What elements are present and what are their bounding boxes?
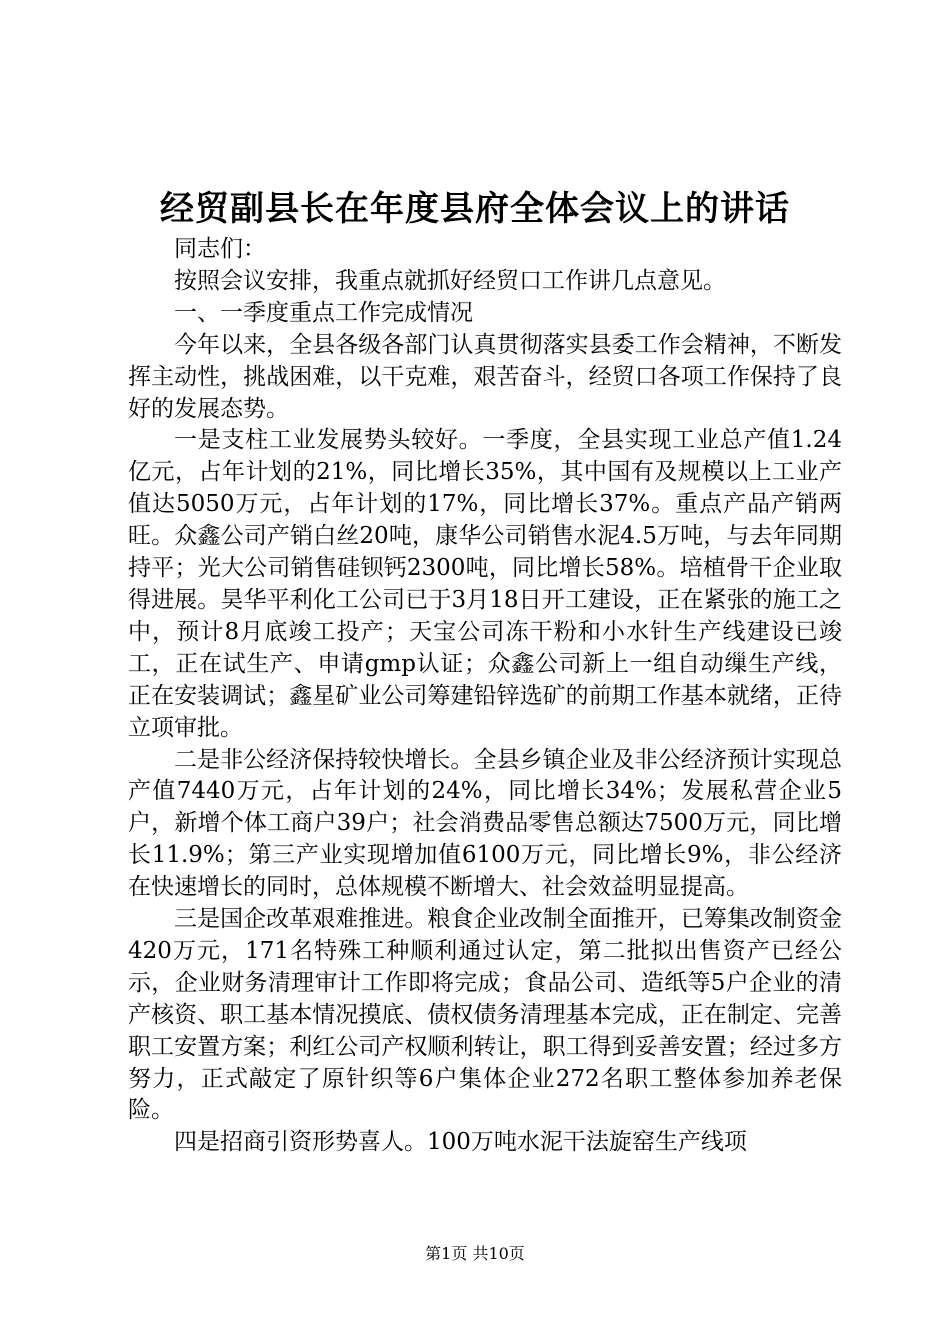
page-number: 第1页 共10页 [425,1244,525,1263]
intro-paragraph: 按照会议安排，我重点就抓好经贸口工作讲几点意见。 [174,267,726,294]
section-heading: 一、一季度重点工作完成情况 [174,299,473,326]
paragraph: 三是国企改革艰难推进。粮食企业改制全面推开，已筹集改制资金420万元，171名特殊工种顺利通过认定，第二批拟出售资产已经公示，企业财务清理审计工作即将完成；食品公司、造纸等5户企业的清产核资、职工基本情况摸底、债权债务清理基本完成，正在制定、完善职工安置方案；利红公司产权顺利转让，职工得到妥善安置；经过多方努力，正式敲定了原针织等6户集体企业272名职工整体参加养老保险。 [128,906,842,1124]
document-body [128,234,842,1159]
salutation: 同志们： [174,236,266,262]
paragraph: 一是支柱工业发展势头较好。一季度，全县实现工业总产值1.24亿元，占年计划的21%，同比增长35%，其中国有及规模以上工业产值达5050万元，占年计划的17%，同比增长37%。重点产品产销两旺。众鑫公司产销白丝20吨，康华公司销售水泥4.5万吨，与去年同期持平；光大公司销售硅钡钙2300吨，同比增长58%。培植骨干企业取得进展。昊华平利化工公司已于3月18日开工建设，正在紧张的施工之中，预计8月底竣工投产；天宝公司冻干粉和小水针生产线建设已竣工，正在试生产、申请gmp认证；众鑫公司新上一组自动缫生产线，正在安装调试；鑫星矿业公司筹建铅锌选矿的前期工作基本就绪，正待立项审批。 [128,427,842,741]
paragraph: 四是招商引资形势喜人。100万吨水泥干法旋窑生产线项 [174,1129,747,1156]
paragraph: 今年以来，全县各级各部门认真贯彻落实县委工作会精神，不断发挥主动性，挑战困难，以干克难，艰苦奋斗，经贸口各项工作保持了良好的发展态势。 [128,331,842,422]
document-title: 经贸副县长在年度县府全体会议上的讲话 [160,189,790,229]
paragraph: 二是非公经济保持较快增长。全县乡镇企业及非公经济预计实现总产值7440万元，占年计划的24%，同比增长34%；发展私营企业5户，新增个体工商户39户；社会消费品零售总额达7500万元，同比增长11.9%；第三产业实现增加值6100万元，同比增长9%，非公经济在快速增长的同时，总体规模不断增大、社会效益明显提高。 [128,746,842,901]
